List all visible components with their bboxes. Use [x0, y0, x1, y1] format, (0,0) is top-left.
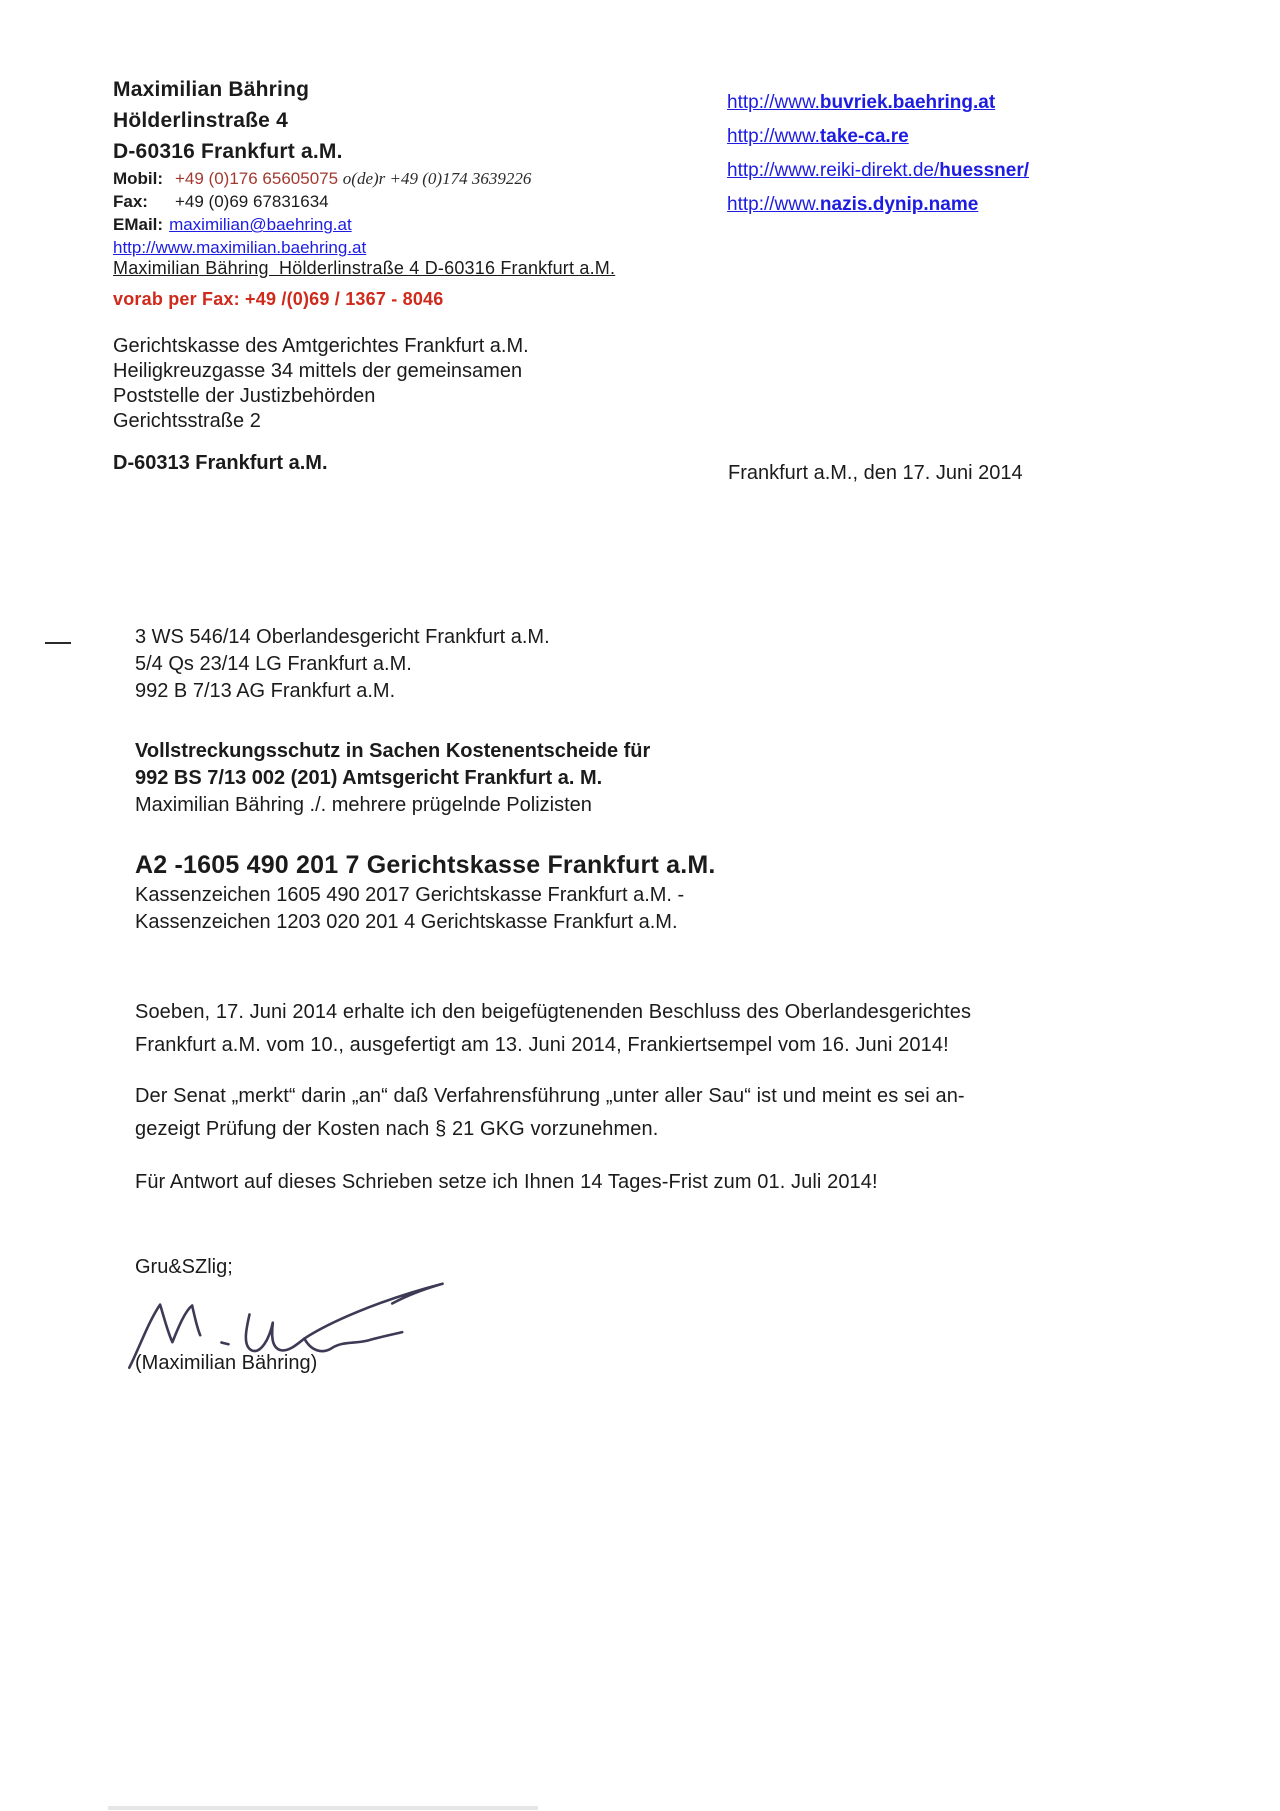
subject-line: 992 BS 7/13 002 (201) Amtsgericht Frankfurt a. M. [135, 767, 603, 789]
body-line: Frankfurt a.M. vom 10., ausgefertigt am 13. Juni 2014, Frankiertsempel vom 16. Juni 2014! [135, 1034, 949, 1056]
recipient-line: Poststelle der Justizbehörden [113, 385, 376, 407]
weblink-nazis-dynip[interactable] [727, 194, 978, 215]
date-line: Frankfurt a.M., den 17. Juni 2014 [728, 462, 1023, 484]
body-line: gezeigt Prüfung der Kosten nach § 21 GKG vorzunehmen. [135, 1118, 659, 1140]
homepage-link[interactable]: http://www.maximilian.baehring.at [113, 238, 367, 257]
weblink-row [727, 154, 1029, 188]
case-ref-line: 992 B 7/13 AG Frankfurt a.M. [135, 680, 396, 702]
email-label: EMail: [113, 215, 164, 234]
weblink-domain: buvriek.baehring.at [819, 92, 996, 113]
body-paragraph-1 [135, 996, 971, 1062]
body-paragraph-3 [135, 1166, 878, 1199]
kassenzeichen-line: Kassenzeichen 1605 490 2017 Gerichtskasse Frankfurt a.M. - [135, 884, 685, 906]
body-line: Soeben, 17. Juni 2014 erhalte ich den beigefügtenenden Beschluss des Oberlandesgerichtes [135, 1001, 972, 1023]
recipient-line: Gerichtsstraße 2 [113, 410, 261, 432]
case-ref-line: 3 WS 546/14 Oberlandesgericht Frankfurt a.M. [135, 626, 550, 648]
case-ref-line: 5/4 Qs 23/14 LG Frankfurt a.M. [135, 653, 412, 675]
weblink-domain: huessner/ [939, 160, 1030, 181]
sender-name: Maximilian Bähring [113, 78, 310, 101]
subject-block [135, 738, 650, 819]
fax-number: +49 (0)69 67831634 [175, 192, 329, 211]
weblink-row [727, 86, 1029, 120]
recipient-city: D-60313 Frankfurt a.M. [113, 452, 328, 474]
sender-city: D-60316 Frankfurt a.M. [113, 140, 343, 163]
website-links-block [727, 86, 1029, 222]
body-line: Der Senat „merkt“ darin „an“ daß Verfahrensführung „unter aller Sau“ ist und meint es sei an- [135, 1085, 965, 1107]
kassenzeichen-heading: A2 -1605 490 201 7 Gerichtskasse Frankfurt a.M. [135, 851, 716, 879]
fold-mark [45, 642, 71, 644]
mobile-alt-number: o(de)r +49 (0)174 3639226 [342, 169, 532, 188]
weblink-domain: take-ca.re [819, 126, 909, 147]
body-line: Für Antwort auf dieses Schrieben setze ich Ihnen 14 Tages-Frist zum 01. Juli 2014! [135, 1171, 878, 1193]
sender-block [113, 74, 531, 259]
case-references [135, 624, 550, 705]
vorab-fax-line: vorab per Fax: +49 /(0)69 / 1367 - 8046 [113, 289, 444, 309]
sender-fax-line [113, 190, 531, 213]
fax-label: Fax: [113, 192, 148, 211]
return-address-line: Maximilian Bähring Hölderlinstraße 4 D-60316 Frankfurt a.M. [113, 258, 616, 278]
weblink-prefix: http://www.reiki-direkt.de/ [727, 160, 940, 181]
weblink-reiki-direkt[interactable] [727, 160, 1029, 181]
subject-line: Vollstreckungsschutz in Sachen Kostenentscheide für [135, 740, 651, 762]
mobile-number: +49 (0)176 65605075 [175, 169, 339, 188]
signature-name: (Maximilian Bähring) [135, 1352, 318, 1374]
weblink-domain: nazis.dynip.name [819, 194, 979, 215]
weblink-row [727, 120, 1029, 154]
closing-salutation: Gru&SZlig; [135, 1256, 233, 1278]
recipient-address [113, 334, 529, 434]
kassenzeichen-line: Kassenzeichen 1203 020 201 4 Gerichtskasse Frankfurt a.M. [135, 911, 678, 933]
weblink-prefix: http://www. [727, 194, 820, 215]
recipient-line: Gerichtskasse des Amtgerichtes Frankfurt a.M. [113, 335, 529, 357]
weblink-row [727, 188, 1029, 222]
cut-off-text-sliver [108, 1806, 538, 1810]
recipient-line: Heiligkreuzgasse 34 mittels der gemeinsamen [113, 360, 523, 382]
weblink-prefix: http://www. [727, 126, 820, 147]
sender-email-line [113, 213, 531, 236]
sender-street: Hölderlinstraße 4 [113, 109, 288, 132]
weblink-take-ca-re[interactable] [727, 126, 909, 147]
email-link[interactable]: maximilian@baehring.at [169, 215, 352, 234]
sender-homepage-line [113, 236, 531, 259]
subject-parties-line: Maximilian Bähring ./. mehrere prügelnde Polizisten [135, 794, 592, 816]
mobile-label: Mobil: [113, 169, 164, 188]
weblink-prefix: http://www. [727, 92, 820, 113]
body-paragraph-2 [135, 1080, 965, 1146]
weblink-buvriek[interactable] [727, 92, 995, 113]
kassenzeichen-block [135, 848, 716, 936]
sender-mobile-line [113, 167, 531, 190]
